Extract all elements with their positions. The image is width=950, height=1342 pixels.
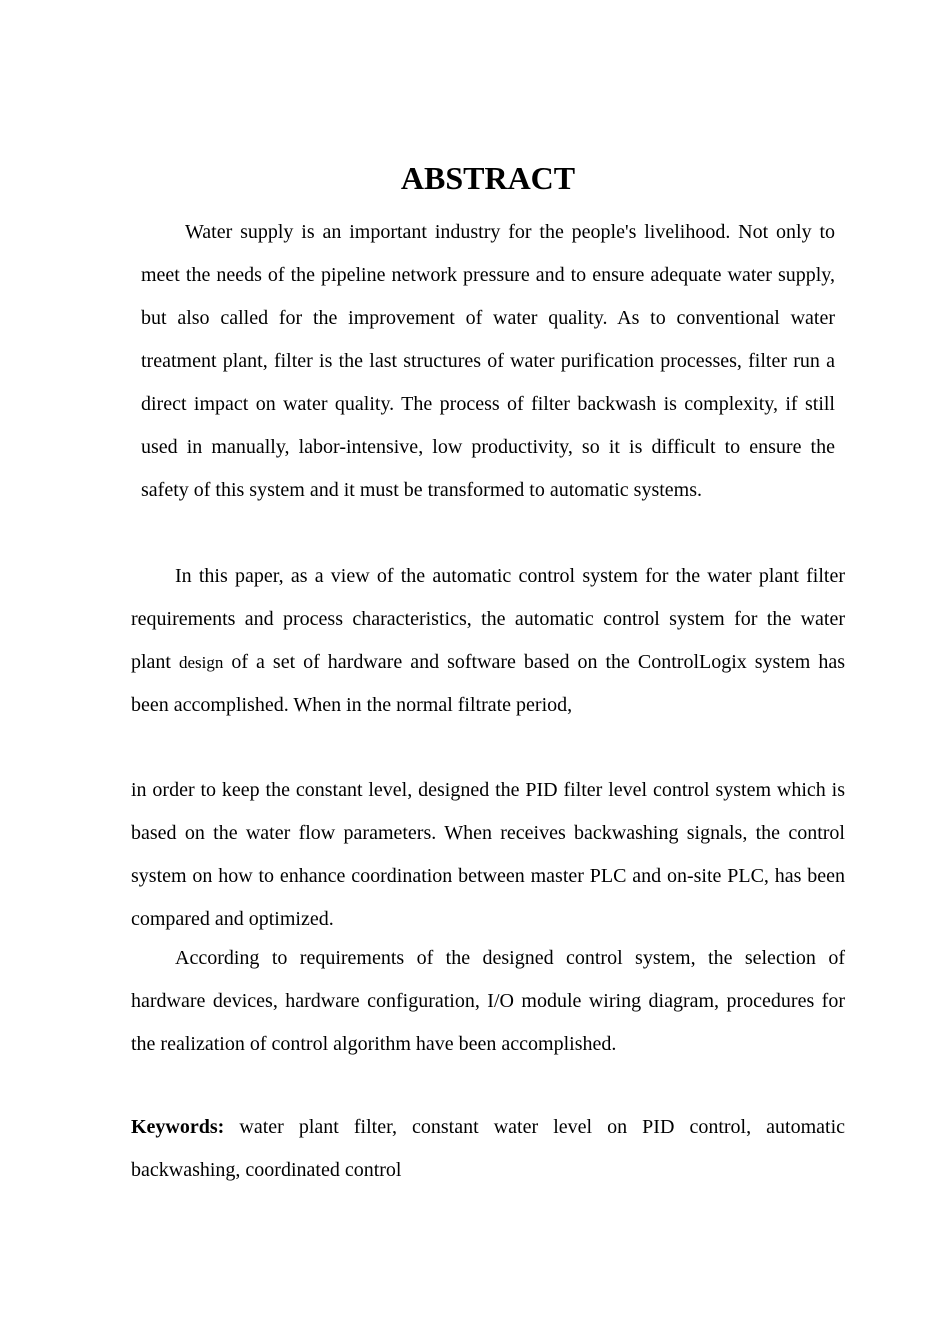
abstract-paragraph-2 [131, 555, 845, 727]
paragraph-2-text-end: of a set of hardware and software based on the ControlLogix system has been accomplished. When in the normal filtrate period, [131, 651, 845, 716]
design-word: design [179, 653, 224, 672]
page-title: ABSTRACT [400, 160, 576, 196]
abstract-paragraph-2-continued: in order to keep the constant level, designed the PID filter level control system which is based on the water flow parameters. When receives backwashing signals, the control system on how to enhance coordination between master PLC and on-site PLC, has been compared and optimized. [131, 779, 845, 930]
keywords-line [131, 1106, 845, 1192]
abstract-paragraph-3: According to requirements of the designed control system, the selection of hardware devices, hardware configuration, I/O module wiring diagram, procedures for the realization of control algorithm have been accomplished. [131, 947, 845, 1055]
abstract-paragraph-1: Water supply is an important industry for the people's livelihood. Not only to meet the needs of the pipeline network pressure and to ensure adequate water supply, but also called for the improvement of water quality. As to conventional water treatment plant, filter is the last structures of water purification processes, filter run a direct impact on water quality. The process of filter backwash is complexity, if still used in manually, labor-intensive, low productivity, so it is difficult to ensure the safety of this system and it must be transformed to automatic systems. [141, 221, 835, 501]
keywords-label: Keywords: [131, 1116, 225, 1138]
keywords-text: water plant filter, constant water level on PID control, automatic backwashing, coordinated control [131, 1116, 846, 1181]
paragraph-2-text-start: In this paper, as a view of the automatic control system for the water plant filter requirements and process characteristics, the automatic control system for the water plant [131, 565, 845, 673]
